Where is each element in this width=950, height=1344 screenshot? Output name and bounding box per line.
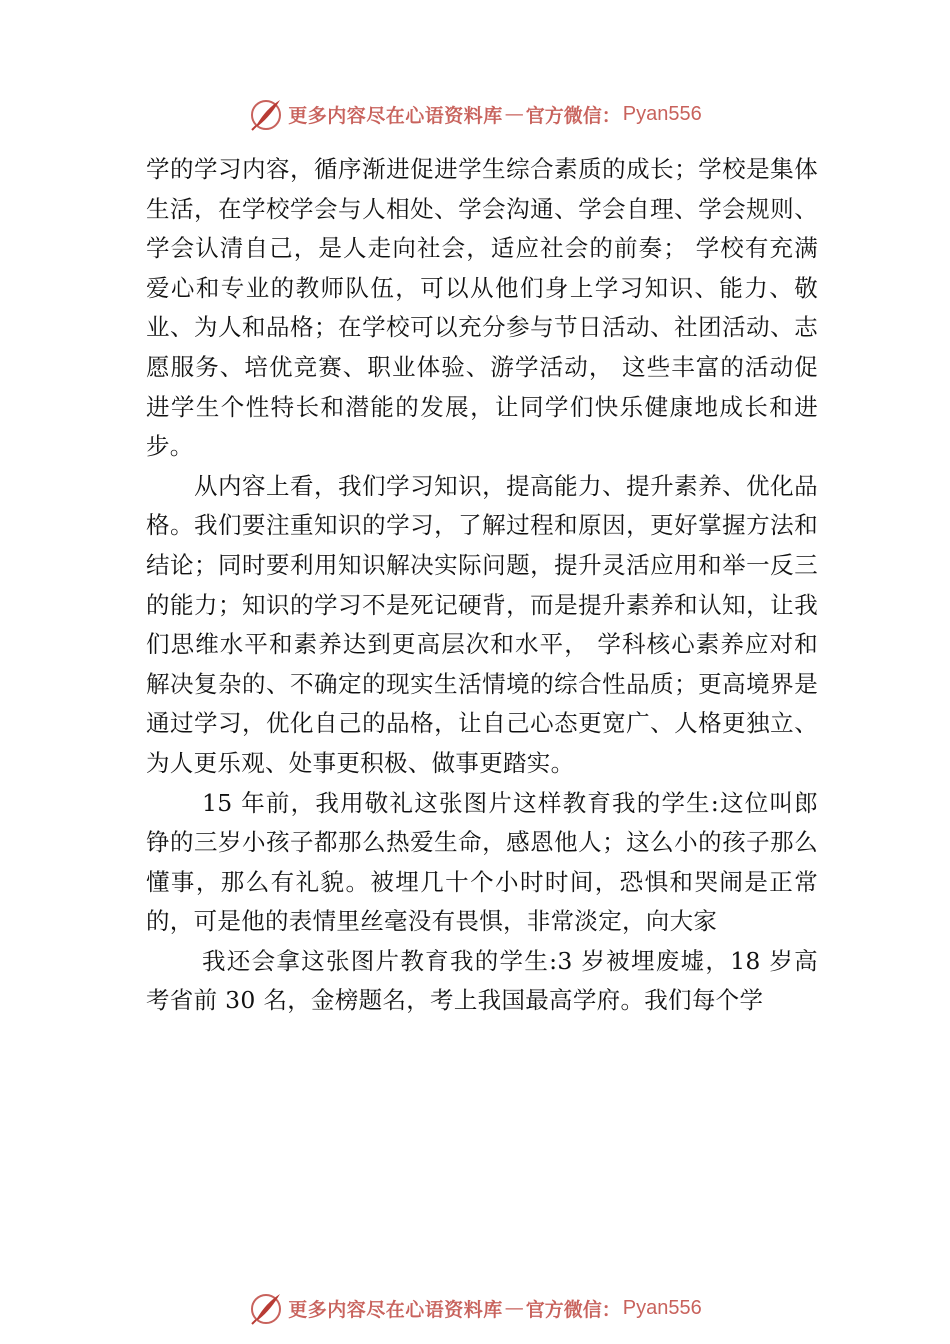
header-banner (0, 94, 950, 134)
paragraph-4: 我还会拿这张图片教育我的学生:3 岁被埋废墟，18 岁高考省前 30 名，金榜题名，考上我国最高学府。我们每个学 (146, 946, 818, 1015)
footer-wechat-id: Pyan556 (622, 1296, 702, 1319)
footer-wechat-label: 官方微信： (525, 1298, 621, 1321)
footer-banner (0, 1288, 950, 1328)
header-wechat-label: 官方微信： (525, 104, 621, 127)
document-body (146, 150, 818, 1021)
quill-logo-icon (248, 96, 284, 132)
quill-logo-icon (248, 1290, 284, 1326)
footer-separator: — (504, 1297, 524, 1319)
footer-site-name: 更多内容尽在心语资料库 (288, 1298, 503, 1321)
header-site-name: 更多内容尽在心语资料库 (288, 104, 503, 127)
paragraph-3: 15 年前，我用敬礼这张图片这样教育我的学生:这位叫郎铮的三岁小孩子都那么热爱生命，感恩他人；这么小的孩子那么懂事，那么有礼貌。被埋几十个小时时间，恐惧和哭闹是正常的，可是他的表情里丝毫没有畏惧，非常淡定，向大家 (146, 788, 818, 936)
paragraph-1: 学的学习内容，循序渐进促进学生综合素质的成长；学校是集体生活，在学校学会与人相处、学会沟通、学会自理、学会规则、学会认清自己，是人走向社会，适应社会的前奏； 学校有充满爱心和专业的教师队伍，可以从他们身上学习知识、能力、敬业、为人和品格；在学校可以充分参与节日活动、社团活动、志愿服务、培优竞赛、职业体验、游学活动， 这些丰富的活动促进学生个性特长和潜能的发展，让同学们快乐健康地成长和进步。 (146, 155, 818, 461)
header-separator: — (504, 103, 524, 125)
header-wechat-id: Pyan556 (622, 102, 702, 125)
paragraph-2: 从内容上看，我们学习知识，提高能力、提升素养、优化品格。我们要注重知识的学习，了解过程和原因，更好掌握方法和结论；同时要利用知识解决实际问题，提升灵活应用和举一反三的能力；知识的学习不是死记硬背，而是提升素养和认知，让我们思维水平和素养达到更高层次和水平， 学科核心素养应对和解决复杂的、不确定的现实生活情境的综合性品质；更高境界是通过学习，优化自己的品格，让自己心态更宽广、人格更独立、为人更乐观、处事更积极、做事更踏实。 (146, 471, 818, 777)
